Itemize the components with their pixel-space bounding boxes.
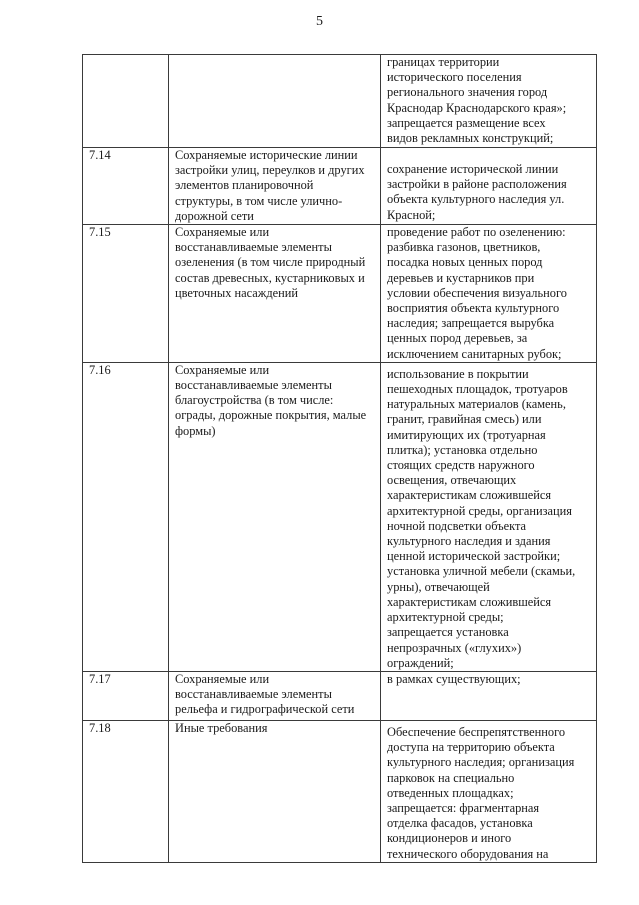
- row-number: 7.15: [89, 225, 111, 240]
- row-number: 7.18: [89, 720, 111, 735]
- row-number-cell: [83, 55, 169, 148]
- element-name: Сохраняемые исторические линии застройки улиц, переулков и других элементов планировочной структуры, в том числе улично- дорожной сети: [175, 148, 365, 223]
- row-number: 7.14: [89, 148, 111, 162]
- element-name-cell: [169, 720, 381, 862]
- row-number-cell: [83, 362, 169, 671]
- element-name: Сохраняемые или восстанавливаемые элементы рельефа и гидрографической сети: [175, 671, 355, 717]
- row-number-cell: [83, 148, 169, 225]
- requirement-cell: [381, 362, 597, 671]
- requirement-text: сохранение исторической линии застройки в районе расположения объекта культурного наследия ул. Красной;: [387, 162, 567, 222]
- page-number: 5: [316, 14, 323, 29]
- row-number-cell: [83, 225, 169, 363]
- requirement-text: Обеспечение беспрепятственного доступа на территорию объекта культурного наследия; организация парковок на специально отведенных площадках; запрещается: фрагментарная отделка фасадов, установка кондиционеров и иного технического оборудования на: [387, 724, 575, 861]
- table-row: [83, 225, 597, 363]
- element-name-cell: [169, 148, 381, 225]
- requirement-cell: [381, 55, 597, 148]
- requirements-table: [82, 54, 597, 863]
- table-row: [83, 148, 597, 225]
- element-name-cell: [169, 362, 381, 671]
- row-number-cell: [83, 720, 169, 862]
- element-name: Иные требования: [175, 720, 268, 735]
- requirement-text: использование в покрытии пешеходных площадок, тротуаров натуральных материалов (камень, гранит, гравийная смесь) или имитирующих их (тротуарная плитка); установка отдельно стоящих средств наружного освещения, отвечающих характеристикам сложившейся архитектурной среды, организация ночной подсветки объекта культурного наследия и здания ценной исторической застройки; установка уличной мебели (скамьи, урны), отвечающей характеристикам сложившейся архитектурной среды; запрещается установка непрозрачных («глухих») ограждений;: [387, 366, 576, 670]
- element-name-cell: [169, 55, 381, 148]
- element-name: Сохраняемые или восстанавливаемые элементы благоустройства (в том числе: ограды, дорожные покрытия, малые формы): [175, 362, 367, 438]
- row-number: 7.17: [89, 671, 111, 686]
- element-name-cell: [169, 225, 381, 363]
- requirement-text: в рамках существующих;: [387, 671, 521, 686]
- table-row: [83, 362, 597, 671]
- table-row: [83, 55, 597, 148]
- requirement-cell: [381, 148, 597, 225]
- requirement-cell: [381, 671, 597, 720]
- requirement-text: проведение работ по озеленению: разбивка газонов, цветников, посадка новых ценных пород деревьев и кустарников при условии обеспечения визуального восприятия объекта культурного наследия; запрещается вырубка ценных пород деревьев, за исключением санитарных рубок;: [387, 225, 567, 361]
- element-name: Сохраняемые или восстанавливаемые элементы озеленения (в том числе природный состав древесных, кустарниковых и цветочных насаждений: [175, 225, 366, 300]
- requirement-text: границах территории исторического поселения регионального значения город Краснодар Краснодарского края»; запрещается размещение всех видов рекламных конструкций;: [387, 55, 567, 146]
- table-row: [83, 720, 597, 862]
- row-number: 7.16: [89, 362, 111, 377]
- requirement-cell: [381, 225, 597, 363]
- requirement-cell: [381, 720, 597, 862]
- element-name-cell: [169, 671, 381, 720]
- row-number-cell: [83, 671, 169, 720]
- table-row: [83, 671, 597, 720]
